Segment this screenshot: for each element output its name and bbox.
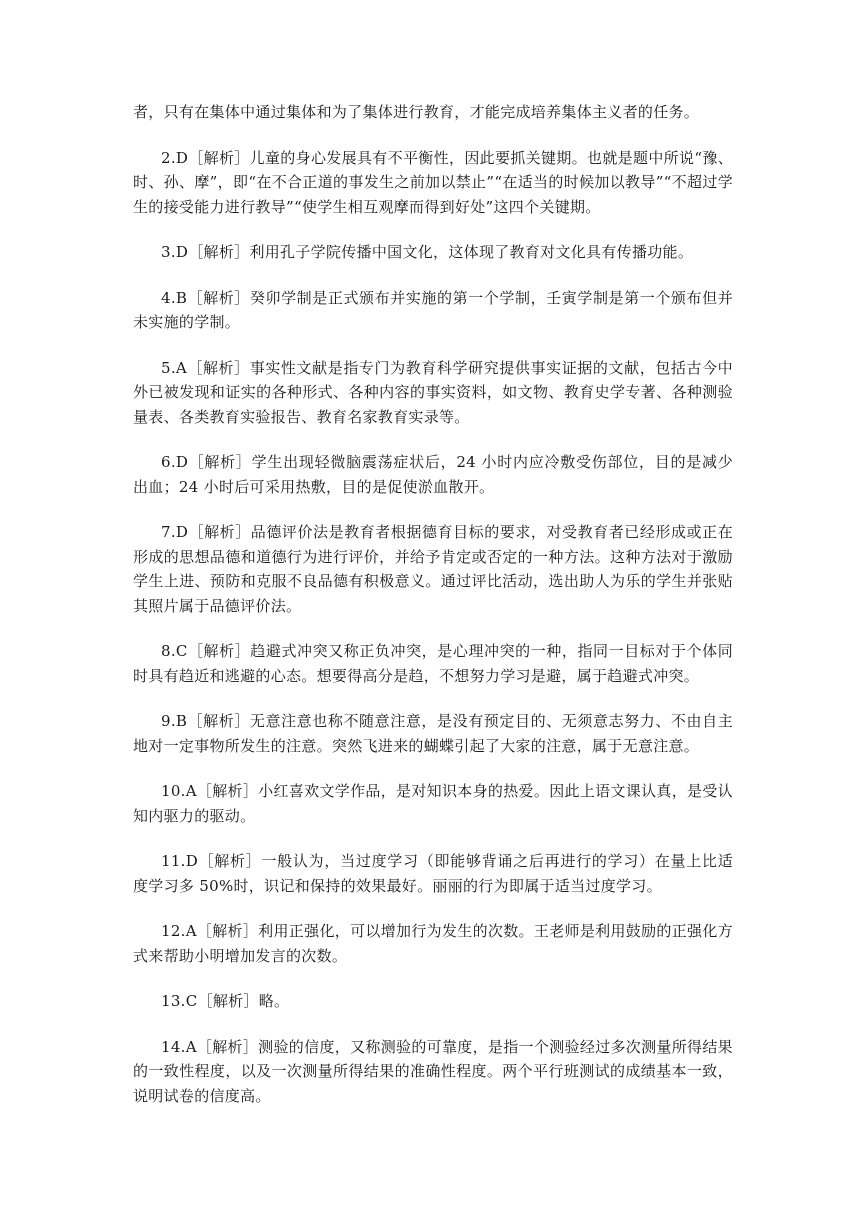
answer-paragraph-5: 5.A［解析］事实性文献是指专门为教育科学研究提供事实证据的文献，包括古今中外已被发现和证实的各种形式、各种内容的事实资料，如文物、教育史学专著、各种测验量表、各类教育实验报告、教育名家教育实录等。 [133,358,733,426]
answer-paragraph-6: 6.D［解析］学生出现轻微脑震荡症状后，24 小时内应冷敷受伤部位，目的是减少出血；24 小时后可采用热敷，目的是促使淤血散开。 [133,453,733,496]
answer-paragraph-11: 11.D［解析］一般认为，当过度学习（即能够背诵之后再进行的学习）在量上比适度学习多 50%时，识记和保持的效果最好。丽丽的行为即属于适当过度学习。 [133,852,733,895]
answer-paragraph-12: 12.A［解析］利用正强化，可以增加行为发生的次数。王老师是利用鼓励的正强化方式来帮助小明增加发言的次数。 [133,922,733,965]
answer-paragraph-4: 4.B［解析］癸卯学制是正式颁布并实施的第一个学制，壬寅学制是第一个颁布但并未实施的学制。 [133,288,733,331]
answer-paragraph-2: 2.D［解析］儿童的身心发展具有不平衡性，因此要抓关键期。也就是题中所说“豫、时、孙、摩”，即“在不合正道的事发生之前加以禁止”“在适当的时候加以教导”“不超过学生的接受能力进行教导”“使学生相互观摩而得到好处”这四个关键期。 [133,148,733,216]
document-page [133,100,733,1129]
answer-paragraph-10: 10.A［解析］小红喜欢文学作品，是对知识本身的热爱。因此上语文课认真，是受认知内驱力的驱动。 [133,782,733,825]
continuation-paragraph: 者，只有在集体中通过集体和为了集体进行教育，才能完成培养集体主义者的任务。 [133,103,700,121]
answer-paragraph-8: 8.C［解析］趋避式冲突又称正负冲突，是心理冲突的一种，指同一目标对于个体同时具有趋近和逃避的心态。想要得高分是趋，不想努力学习是避，属于趋避式冲突。 [133,642,733,685]
answer-paragraph-3: 3.D［解析］利用孔子学院传播中国文化，这体现了教育对文化具有传播功能。 [161,243,694,261]
answer-paragraph-9: 9.B［解析］无意注意也称不随意注意，是没有预定目的、无须意志努力、不由自主地对一定事物所发生的注意。突然飞进来的蝴蝶引起了大家的注意，属于无意注意。 [133,712,733,755]
answer-paragraph-7: 7.D［解析］品德评价法是教育者根据德育目标的要求，对受教育者已经形成或正在形成的思想品德和道德行为进行评价，并给予肯定或否定的一种方法。这种方法对于激励学生上进、预防和克服不良品德有积极意义。通过评比活动，选出助人为乐的学生并张贴其照片属于品德评价法。 [133,523,733,615]
answer-paragraph-14: 14.A［解析］测验的信度，又称测验的可靠度，是指一个测验经过多次测量所得结果的一致性程度，以及一次测量所得结果的准确性程度。两个平行班测试的成绩基本一致，说明试卷的信度高。 [133,1037,733,1105]
answer-paragraph-13: 13.C［解析］略。 [161,992,290,1010]
